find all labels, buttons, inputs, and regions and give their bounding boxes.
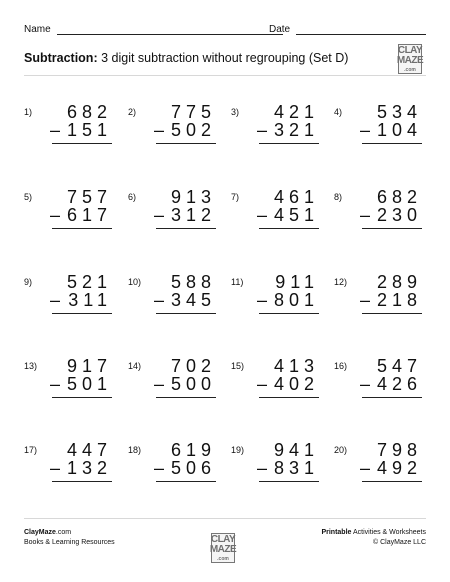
problem-2 xyxy=(128,103,216,147)
problem-number: 4) xyxy=(334,107,343,117)
minus-sign: – xyxy=(360,205,371,225)
minuend: 913 xyxy=(170,187,216,207)
problem-number: 20) xyxy=(334,445,348,455)
answer-line[interactable] xyxy=(52,397,112,398)
minuend: 413 xyxy=(273,356,319,376)
minus-sign: – xyxy=(360,290,371,310)
subtrahend: 831 xyxy=(273,458,319,478)
minus-sign: – xyxy=(50,120,61,140)
date-line[interactable] xyxy=(296,34,426,35)
minus-sign: – xyxy=(50,290,61,310)
footer-copyright: © ClayMaze LLC xyxy=(372,539,426,546)
answer-line[interactable] xyxy=(362,397,422,398)
minuend: 798 xyxy=(376,440,422,460)
problem-number: 5) xyxy=(24,192,33,202)
logo-line2: MAZE xyxy=(396,54,424,66)
minuend: 911 xyxy=(275,272,319,292)
answer-line[interactable] xyxy=(52,313,112,314)
problem-number: 15) xyxy=(231,361,245,371)
minuend: 289 xyxy=(376,272,422,292)
minuend: 619 xyxy=(170,440,216,460)
problem-4 xyxy=(334,103,422,147)
answer-line[interactable] xyxy=(362,313,422,314)
minuend: 775 xyxy=(170,102,216,122)
logo-line3: .com xyxy=(404,66,416,73)
problem-number: 11) xyxy=(231,277,244,287)
answer-line[interactable] xyxy=(156,397,216,398)
subtrahend: 501 xyxy=(66,374,112,394)
minuend: 702 xyxy=(170,356,216,376)
problem-8 xyxy=(334,188,422,232)
minus-sign: – xyxy=(50,205,61,225)
answer-line[interactable] xyxy=(259,313,319,314)
answer-line[interactable] xyxy=(52,481,112,482)
subtrahend: 502 xyxy=(170,120,216,140)
subtrahend: 104 xyxy=(376,120,422,140)
minuend: 447 xyxy=(66,440,112,460)
minus-sign: – xyxy=(360,458,371,478)
minuend: 941 xyxy=(273,440,319,460)
minus-sign: – xyxy=(154,458,165,478)
footer-tagline: Books & Learning Resources xyxy=(24,539,115,546)
minuend: 682 xyxy=(376,187,422,207)
problem-6 xyxy=(128,188,216,232)
minuend: 917 xyxy=(66,356,112,376)
footer-right xyxy=(321,528,426,548)
minus-sign: – xyxy=(257,374,268,394)
top-divider xyxy=(24,75,426,76)
claymaze-logo-footer xyxy=(211,533,235,563)
minuend: 547 xyxy=(376,356,422,376)
header-row xyxy=(24,24,426,40)
answer-line[interactable] xyxy=(259,481,319,482)
minus-sign: – xyxy=(360,120,371,140)
worksheet-title xyxy=(24,51,348,65)
problem-12 xyxy=(334,273,422,317)
problem-number: 9) xyxy=(24,277,33,287)
subtrahend: 426 xyxy=(376,374,422,394)
footer-site-bold: ClayMaze xyxy=(24,529,56,536)
subtrahend: 345 xyxy=(170,290,216,310)
answer-line[interactable] xyxy=(156,481,216,482)
minuend: 682 xyxy=(66,102,112,122)
problem-number: 10) xyxy=(128,277,142,287)
problem-11 xyxy=(231,273,319,317)
subtrahend: 132 xyxy=(66,458,112,478)
problem-10 xyxy=(128,273,216,317)
problem-number: 16) xyxy=(334,361,348,371)
problem-number: 12) xyxy=(334,277,348,287)
answer-line[interactable] xyxy=(156,228,216,229)
answer-line[interactable] xyxy=(259,228,319,229)
problem-number: 13) xyxy=(24,361,38,371)
problem-15 xyxy=(231,357,319,401)
subtrahend: 230 xyxy=(376,205,422,225)
minuend: 421 xyxy=(273,102,319,122)
problem-number: 14) xyxy=(128,361,142,371)
minuend: 757 xyxy=(66,187,112,207)
date-label: Date xyxy=(269,24,291,35)
problem-number: 1) xyxy=(24,107,33,117)
problem-20 xyxy=(334,441,422,485)
subtrahend: 402 xyxy=(273,374,319,394)
minus-sign: – xyxy=(257,120,268,140)
name-label: Name xyxy=(24,24,51,35)
footer-right-rest: Activities & Worksheets xyxy=(351,529,426,536)
bottom-divider xyxy=(24,518,426,519)
minuend: 521 xyxy=(66,272,112,292)
subtrahend: 492 xyxy=(376,458,422,478)
problem-7 xyxy=(231,188,319,232)
problem-5 xyxy=(24,188,112,232)
title-bold: Subtraction: xyxy=(24,51,98,65)
problem-number: 8) xyxy=(334,192,343,202)
answer-line[interactable] xyxy=(156,313,216,314)
problem-number: 3) xyxy=(231,107,240,117)
problem-17 xyxy=(24,441,112,485)
answer-line[interactable] xyxy=(52,143,112,144)
answer-line[interactable] xyxy=(362,143,422,144)
minuend: 534 xyxy=(376,102,422,122)
subtrahend: 617 xyxy=(66,205,112,225)
problem-18 xyxy=(128,441,216,485)
problem-number: 18) xyxy=(128,445,142,455)
minus-sign: – xyxy=(154,120,165,140)
minus-sign: – xyxy=(360,374,371,394)
footer-left xyxy=(24,528,115,548)
title-text: 3 digit subtraction without regrouping (Set D) xyxy=(101,51,349,65)
subtrahend: 312 xyxy=(170,205,216,225)
problem-13 xyxy=(24,357,112,401)
minus-sign: – xyxy=(154,374,165,394)
minuend: 461 xyxy=(273,187,319,207)
problem-9 xyxy=(24,273,112,317)
answer-line[interactable] xyxy=(362,481,422,482)
minus-sign: – xyxy=(50,458,61,478)
problem-number: 7) xyxy=(231,192,240,202)
problem-number: 2) xyxy=(128,107,137,117)
subtrahend: 321 xyxy=(273,120,319,140)
answer-line[interactable] xyxy=(362,228,422,229)
problem-14 xyxy=(128,357,216,401)
problem-16 xyxy=(334,357,422,401)
footer-logo-line2: MAZE xyxy=(209,543,237,555)
problem-number: 19) xyxy=(231,445,245,455)
footer-right-bold: Printable xyxy=(321,529,352,536)
name-line[interactable] xyxy=(57,34,283,35)
subtrahend: 500 xyxy=(170,374,216,394)
minus-sign: – xyxy=(257,290,268,310)
subtrahend: 311 xyxy=(68,290,112,310)
subtrahend: 218 xyxy=(376,290,422,310)
minus-sign: – xyxy=(154,205,165,225)
logo-line1: CLAY xyxy=(397,44,423,56)
answer-line[interactable] xyxy=(52,228,112,229)
subtrahend: 451 xyxy=(273,205,319,225)
footer-site-rest: .com xyxy=(55,529,72,536)
subtrahend: 151 xyxy=(66,120,112,140)
problem-3 xyxy=(231,103,319,147)
minus-sign: – xyxy=(50,374,61,394)
problem-number: 17) xyxy=(24,445,38,455)
minus-sign: – xyxy=(257,458,268,478)
subtrahend: 506 xyxy=(170,458,216,478)
answer-line[interactable] xyxy=(156,143,216,144)
minus-sign: – xyxy=(154,290,165,310)
subtrahend: 801 xyxy=(273,290,319,310)
problem-number: 6) xyxy=(128,192,137,202)
minus-sign: – xyxy=(257,205,268,225)
footer-logo-line1: CLAY xyxy=(210,533,236,545)
answer-line[interactable] xyxy=(259,397,319,398)
claymaze-logo xyxy=(398,44,422,74)
problem-19 xyxy=(231,441,319,485)
answer-line[interactable] xyxy=(259,143,319,144)
minuend: 588 xyxy=(170,272,216,292)
footer-logo-line3: .com xyxy=(217,555,229,562)
problem-1 xyxy=(24,103,112,147)
